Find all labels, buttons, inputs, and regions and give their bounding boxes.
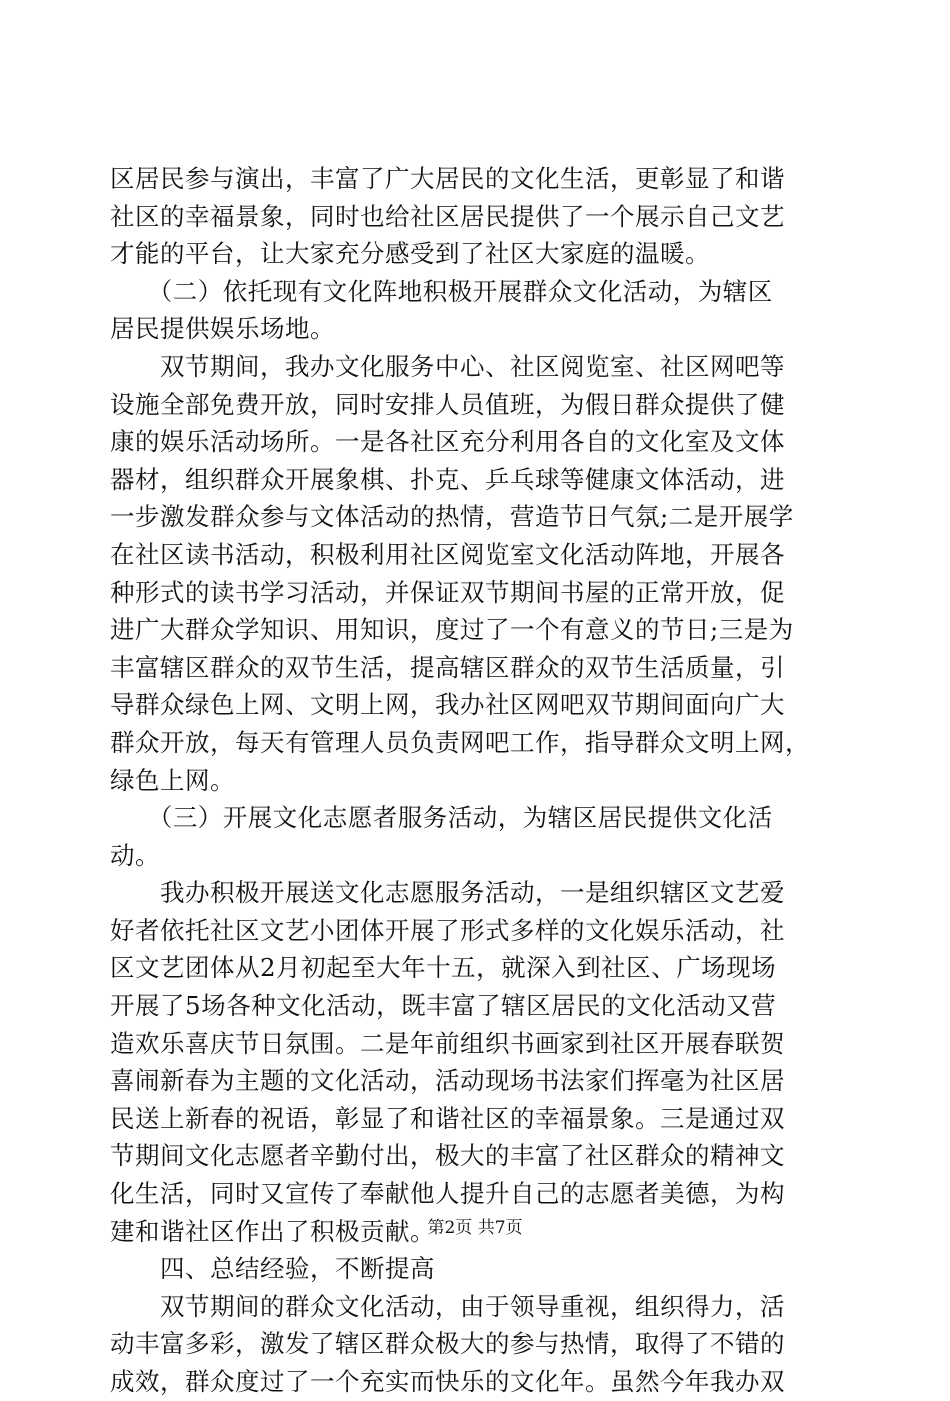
text-line: 动丰富多彩，激发了辖区群众极大的参与热情，取得了不错的 <box>110 1329 785 1359</box>
text-line: 一步激发群众参与文体活动的热情，营造节日气氛;二是开展学 <box>110 502 794 532</box>
text-line: 区居民参与演出，丰富了广大居民的文化生活，更彰显了和谐 <box>110 164 785 193</box>
section-heading-line: （二）依托现有文化阵地积极开展群众文化活动，为辖区 <box>110 276 773 306</box>
text-line: 才能的平台，让大家充分感受到了社区大家庭的温暖。 <box>110 239 710 269</box>
section-heading-line: （三）开展文化志愿者服务活动，为辖区居民提供文化活 <box>110 803 773 833</box>
document-body <box>110 160 850 1401</box>
text-line: 好者依托社区文艺小团体开展了形式多样的文化娱乐活动，社 <box>110 915 785 945</box>
text-line: 在社区读书活动，积极利用社区阅览室文化活动阵地，开展各 <box>110 539 785 569</box>
text-line: 导群众绿色上网、文明上网，我办社区网吧双节期间面向广大 <box>110 690 785 720</box>
text-line: 双节期间的群众文化活动，由于领导重视，组织得力，活 <box>110 1291 785 1321</box>
section-heading-line: 居民提供娱乐场地。 <box>110 314 335 344</box>
text-line: 种形式的读书学习活动，并保证双节期间书屋的正常开放，促 <box>110 577 785 607</box>
text-line: 进广大群众学知识、用知识，度过了一个有意义的节日;三是为 <box>110 615 794 645</box>
text-line: 群众开放，每天有管理人员负责网吧工作，指导群众文明上网， <box>110 727 810 757</box>
text-line: 开展了5场各种文化活动，既丰富了辖区居民的文化活动又营 <box>110 991 777 1021</box>
text-line: 节期间文化志愿者辛勤付出，极大的丰富了社区群众的精神文 <box>110 1141 785 1171</box>
text-line: 我办积极开展送文化志愿服务活动，一是组织辖区文艺爱 <box>110 878 785 908</box>
text-line: 双节期间，我办文化服务中心、社区阅览室、社区网吧等 <box>110 351 785 381</box>
text-line: 民送上新春的祝语，彰显了和谐社区的幸福景象。三是通过双 <box>110 1103 785 1133</box>
text-line: 设施全部免费开放，同时安排人员值班，为假日群众提供了健 <box>110 389 785 419</box>
text-line: 区文艺团体从2月初起至大年十五，就深入到社区、广场现场 <box>110 953 777 983</box>
text-line: 化生活，同时又宣传了奉献他人提升自己的志愿者美德，为构 <box>110 1179 785 1209</box>
text-line: 造欢乐喜庆节日氛围。二是年前组织书画家到社区开展春联贺 <box>110 1028 785 1058</box>
text-line: 器材，组织群众开展象棋、扑克、乒乓球等健康文体活动，进 <box>110 464 785 494</box>
page-number-footer: 第2页 共7页 <box>427 1218 523 1238</box>
text-line: 丰富辖区群众的双节生活，提高辖区群众的双节生活质量，引 <box>110 652 785 682</box>
text-line: 绿色上网。 <box>110 765 235 795</box>
section-heading-line: 四、总结经验，不断提高 <box>110 1254 435 1284</box>
text-line: 社区的幸福景象，同时也给社区居民提供了一个展示自己文艺 <box>110 201 785 231</box>
text-line: 喜闹新春为主题的文化活动，活动现场书法家们挥毫为社区居 <box>110 1066 785 1096</box>
text-line: 建和谐社区作出了积极贡献。 <box>110 1216 435 1246</box>
text-line: 成效，群众度过了一个充实而快乐的文化年。虽然今年我办双 <box>110 1367 785 1396</box>
section-heading-line: 动。 <box>110 840 160 870</box>
text-line: 康的娱乐活动场所。一是各社区充分利用各自的文化室及文体 <box>110 427 785 457</box>
